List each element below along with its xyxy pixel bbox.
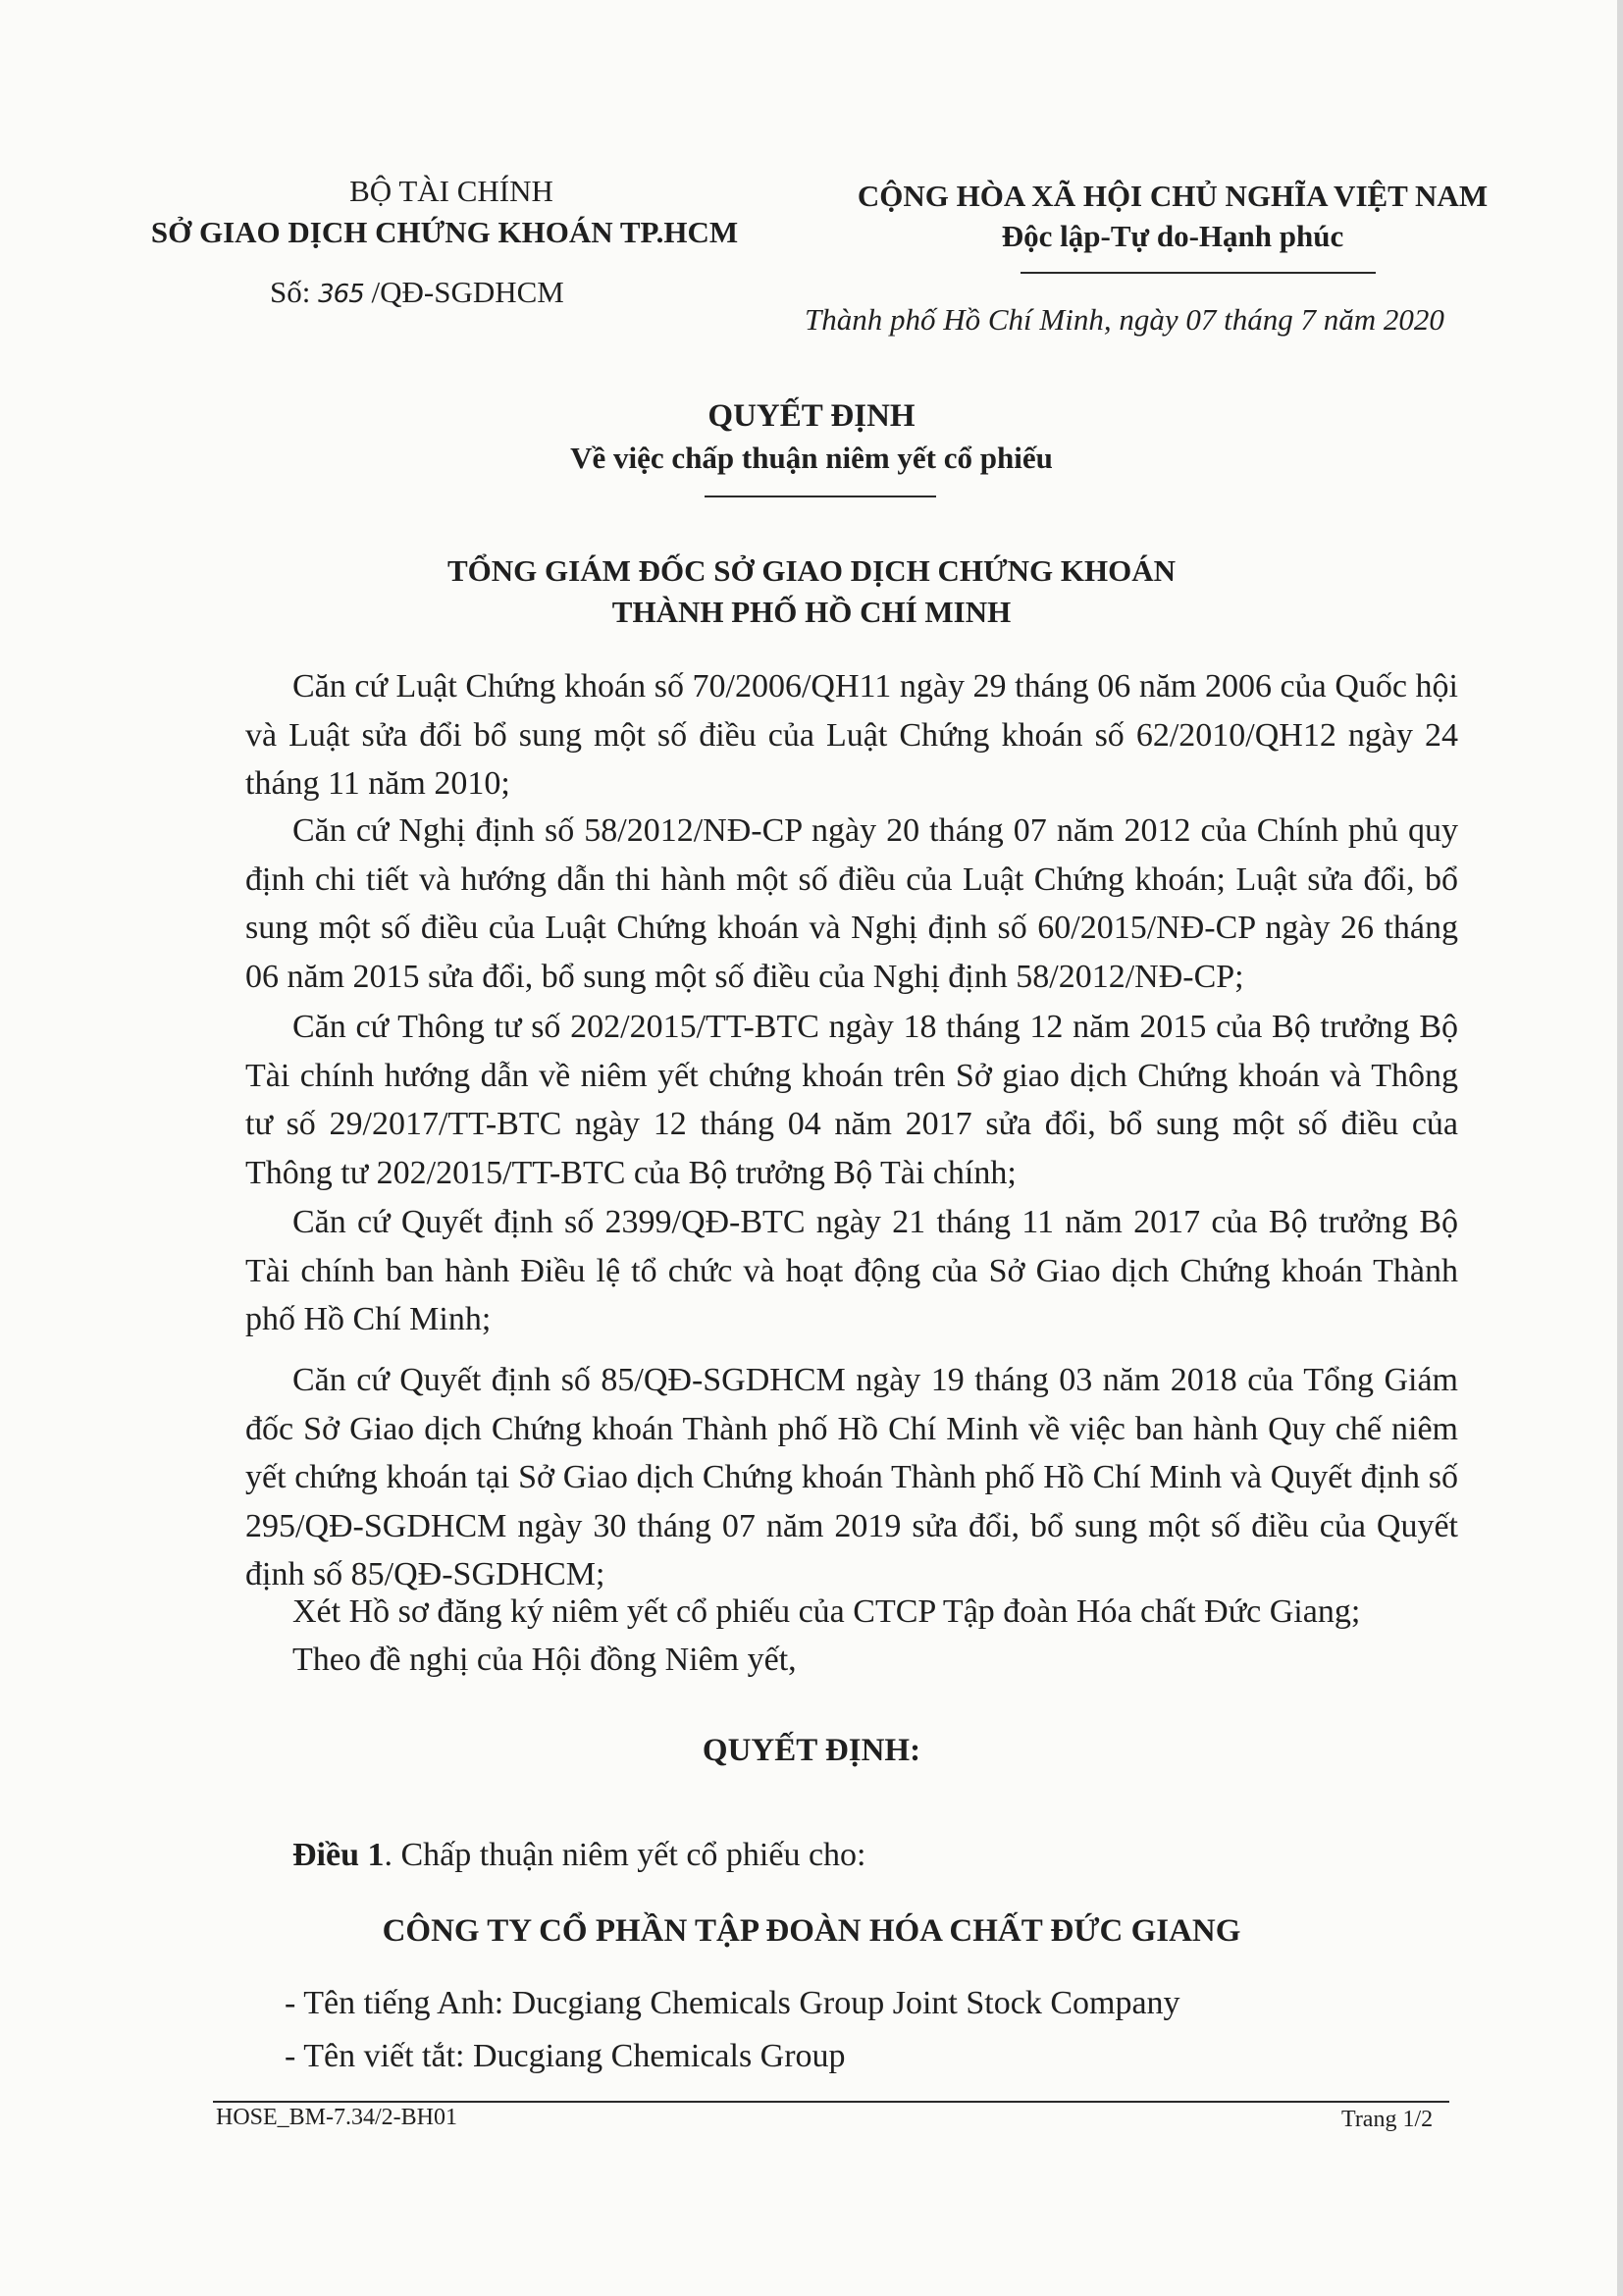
scan-edge — [1617, 0, 1623, 2296]
authority-line-2: THÀNH PHỐ HỒ CHÍ MINH — [611, 595, 1012, 629]
considering-clause: Xét Hồ sơ đăng ký niêm yết cổ phiếu của CTCP Tập đoàn Hóa chất Đức Giang; — [292, 1593, 1361, 1630]
decision-heading: QUYẾT ĐỊNH: — [702, 1733, 921, 1768]
legal-basis-listing-regulation: Căn cứ Quyết định số 85/QĐ-SGDHCM ngày 19 tháng 03 năm 2018 của Tổng Giám đốc Sở Giao dịch Chứng khoán Thành phố Hồ Chí Minh về việc ban hành Quy chế niêm yết chứng khoán tại Sở Giao dịch Chứng khoán Thành phố Hồ Chí Minh và Quyết định số 295/QĐ-SGDHCM ngày 30 tháng 07 năm 2019 sửa đổi, bổ sung một số điều của Quyết định số 85/QĐ-SGDHCM; — [245, 1362, 1458, 1592]
legal-basis-decree: Căn cứ Nghị định số 58/2012/NĐ-CP ngày 20 tháng 07 năm 2012 của Chính phủ quy định chi tiết và hướng dẫn thi hành một số điều của Luật Chứng khoán; Luật sửa đổi, bổ sung một số điều của Luật Chứng khoán và Nghị định số 60/2015/NĐ-CP ngày 26 tháng 06 năm 2015 sửa đổi, bổ sung một số điều của Nghị định 58/2012/NĐ-CP; — [245, 812, 1458, 995]
company-name: CÔNG TY CỔ PHẦN TẬP ĐOÀN HÓA CHẤT ĐỨC GIANG — [382, 1913, 1241, 1949]
handwritten-number: 365 — [318, 280, 364, 309]
national-motto: Độc lập-Tự do-Hạnh phúc — [1001, 219, 1344, 253]
exchange-name: SỞ GIAO DỊCH CHỨNG KHOÁN TP.HCM — [150, 215, 739, 249]
article-1-text: . Chấp thuận niêm yết cổ phiếu cho: — [384, 1837, 866, 1873]
authority-line-1: TỔNG GIÁM ĐỐC SỞ GIAO DỊCH CHỨNG KHOÁN — [446, 553, 1177, 588]
republic-name: CỘNG HÒA XÃ HỘI CHỦ NGHĨA VIỆT NAM — [857, 179, 1489, 213]
subject-underline — [705, 496, 936, 497]
legal-basis-circular: Căn cứ Thông tư số 202/2015/TT-BTC ngày 18 tháng 12 năm 2015 của Bộ trưởng Bộ Tài chính hướng dẫn về niêm yết chứng khoán trên Sở giao dịch Chứng khoán và Thông tư số 29/2017/TT-BTC ngày 12 tháng 04 năm 2017 sửa đổi, bổ sung một số điều của Thông tư 202/2015/TT-BTC của Bộ trưởng Bộ Tài chính; — [245, 1009, 1458, 1191]
english-name: - Tên tiếng Anh: Ducgiang Chemicals Group Joint Stock Company — [285, 1985, 1180, 2021]
document-title: QUYẾT ĐỊNH — [707, 398, 916, 434]
legal-basis-charter-decision: Căn cứ Quyết định số 2399/QĐ-BTC ngày 21 tháng 11 năm 2017 của Bộ trưởng Bộ Tài chính ban hành Điều lệ tổ chức và hoạt động của Sở Giao dịch Chứng khoán Thành phố Hồ Chí Minh; — [245, 1204, 1458, 1337]
article-1-label: Điều 1 — [292, 1837, 385, 1873]
page-number: Trang 1/2 — [1341, 2107, 1434, 2132]
legal-basis-securities-law: Căn cứ Luật Chứng khoán số 70/2006/QH11 ngày 29 tháng 06 năm 2006 của Quốc hội và Luật sửa đổi bổ sung một số điều của Luật Chứng khoán số 62/2010/QH12 ngày 24 tháng 11 năm 2010; — [245, 668, 1458, 802]
number-prefix: Số: — [270, 275, 311, 309]
form-code: HOSE_BM-7.34/2-BH01 — [216, 2105, 458, 2130]
decision-number — [270, 275, 564, 312]
ministry-name: BỘ TÀI CHÍNH — [349, 174, 553, 208]
article-1 — [292, 1837, 866, 1874]
place-date: Thành phố Hồ Chí Minh, ngày 07 tháng 7 năm 2020 — [805, 302, 1444, 337]
footer-rule — [213, 2101, 1449, 2103]
short-name: - Tên viết tắt: Ducgiang Chemicals Group — [285, 2038, 846, 2074]
proposal-clause: Theo đề nghị của Hội đồng Niêm yết, — [292, 1642, 797, 1678]
motto-underline — [1021, 272, 1376, 274]
number-suffix: /QĐ-SGDHCM — [371, 275, 564, 309]
document-subject: Về việc chấp thuận niêm yết cổ phiếu — [570, 441, 1053, 475]
